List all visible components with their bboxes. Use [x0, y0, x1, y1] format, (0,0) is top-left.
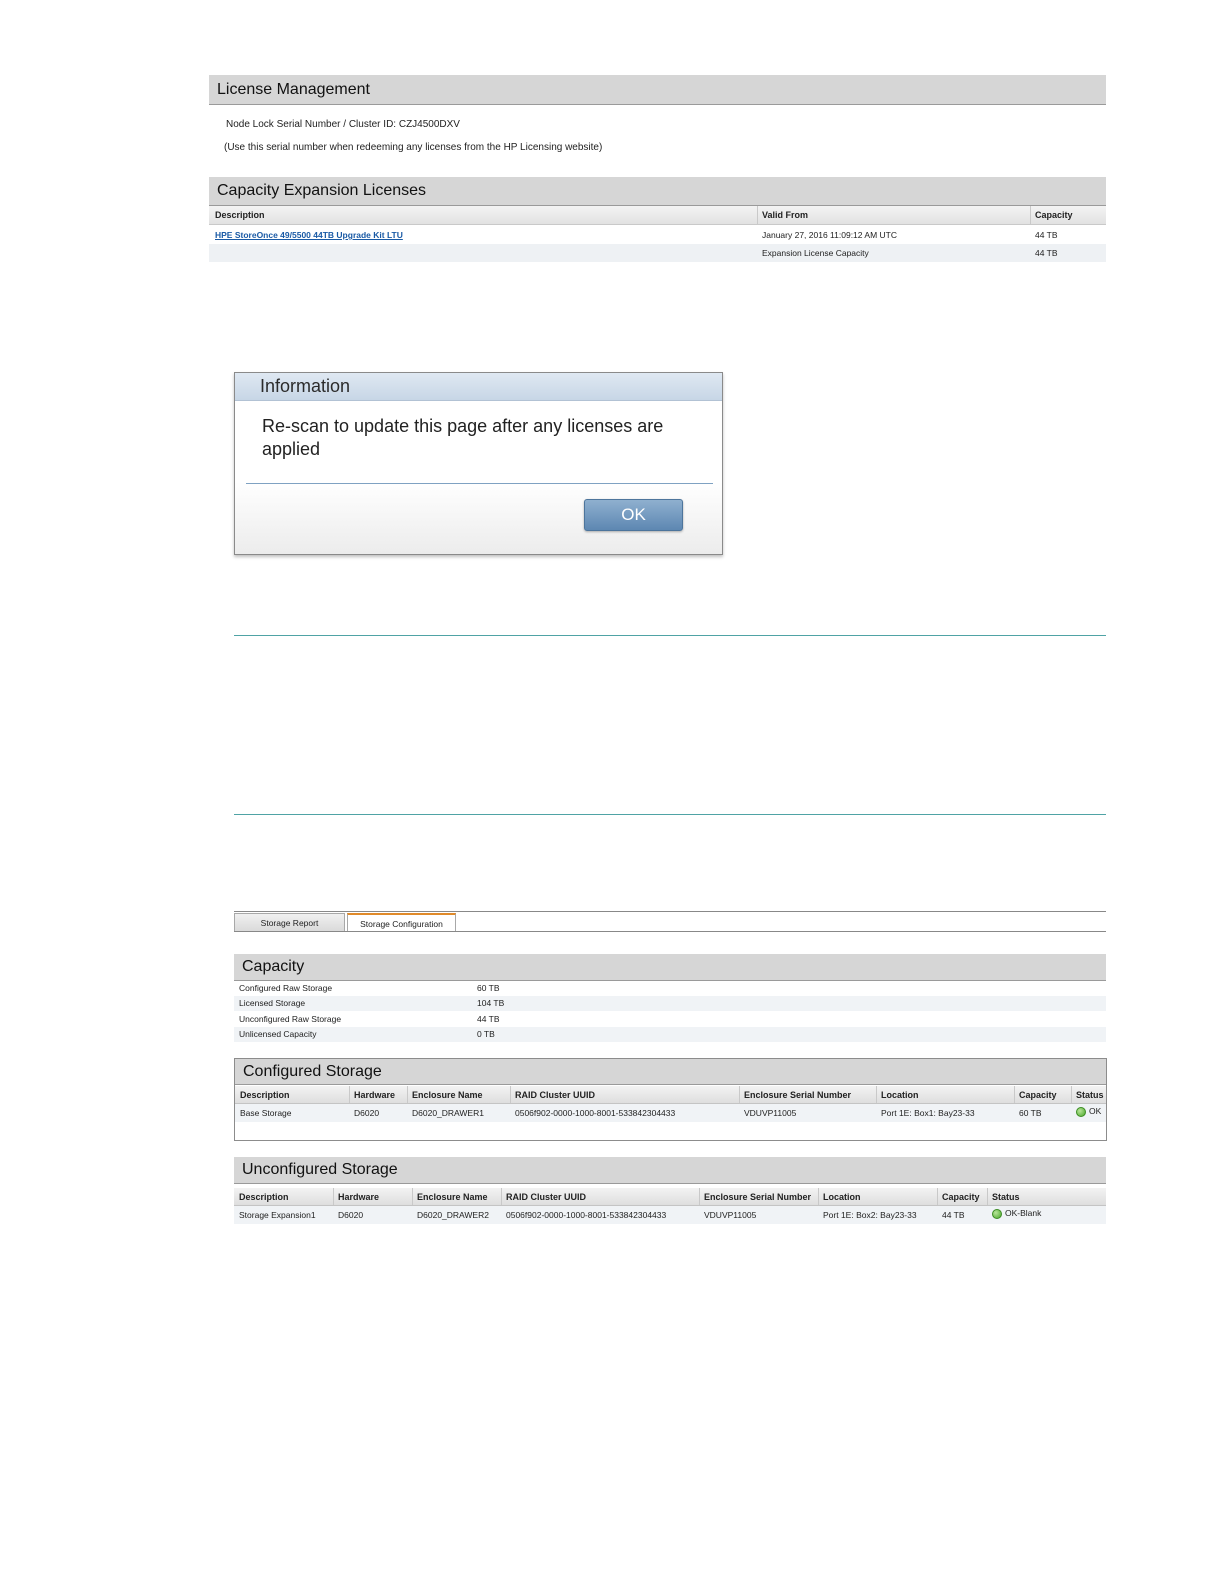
note-top-rule — [234, 635, 1106, 636]
capacity-value: 44 TB — [477, 1014, 500, 1024]
cell-hardware: D6020 — [338, 1210, 364, 1220]
col-description: Description — [240, 1090, 290, 1100]
tab-storage-report[interactable] — [234, 913, 345, 932]
col-status: Status — [992, 1192, 1020, 1202]
cell-capacity: 60 TB — [1019, 1108, 1042, 1118]
license-management-title — [209, 75, 1106, 105]
cell-status — [1076, 1106, 1101, 1117]
serial-number-line: Node Lock Serial Number / Cluster ID: CZJ4500DXV — [226, 119, 460, 130]
cell-enclosure-serial: VDUVP11005 — [704, 1210, 757, 1220]
configured-storage-title-text: Configured Storage — [243, 1062, 382, 1080]
capacity-label: Configured Raw Storage — [239, 983, 333, 993]
ok-button[interactable]: OK — [584, 499, 683, 531]
status-ok-icon — [1076, 1107, 1086, 1117]
cell-location: Port 1E: Box2: Bay23-33 — [823, 1210, 917, 1220]
capacity-value: 60 TB — [477, 983, 500, 993]
col-capacity: Capacity — [942, 1192, 980, 1202]
information-dialog — [234, 372, 723, 555]
header-valid-from: Valid From — [762, 210, 809, 220]
capacity-value: 0 TB — [477, 1029, 495, 1039]
dialog-title-text: Information — [260, 376, 351, 396]
capacity-row — [234, 996, 1106, 1011]
col-enclosure-serial: Enclosure Serial Number — [704, 1192, 812, 1202]
tab-storage-report-label: Storage Report — [260, 918, 319, 928]
col-location: Location — [823, 1192, 861, 1202]
col-hardware: Hardware — [338, 1192, 380, 1202]
note-bottom-rule — [234, 814, 1106, 815]
cell-enclosure-serial: VDUVP11005 — [744, 1108, 797, 1118]
configured-storage-header — [235, 1086, 1106, 1104]
capacity-row — [234, 1027, 1106, 1042]
col-raid-cluster-uuid: RAID Cluster UUID — [515, 1090, 596, 1100]
serial-number-note: (Use this serial number when redeeming any licenses from the HP Licensing website) — [224, 142, 603, 153]
col-hardware: Hardware — [354, 1090, 396, 1100]
expansion-capacity-label: Expansion License Capacity — [762, 248, 869, 258]
table-row[interactable] — [235, 1104, 1106, 1122]
status-text: OK-Blank — [1005, 1208, 1042, 1218]
capacity-row — [234, 981, 1106, 996]
col-location: Location — [881, 1090, 919, 1100]
col-raid-cluster-uuid: RAID Cluster UUID — [506, 1192, 587, 1202]
license-valid-from: January 27, 2016 11:09:12 AM UTC — [762, 230, 897, 240]
cell-hardware: D6020 — [354, 1108, 380, 1118]
license-management-title-text: License Management — [217, 80, 370, 98]
cell-raid-cluster-uuid: 0506f902-0000-1000-8001-533842304433 — [515, 1108, 676, 1118]
license-description-link[interactable]: HPE StoreOnce 49/5500 44TB Upgrade Kit LTU — [215, 230, 403, 240]
cell-enclosure-name: D6020_DRAWER1 — [412, 1108, 484, 1118]
cell-location: Port 1E: Box1: Bay23-33 — [881, 1108, 975, 1118]
unconfigured-storage-title — [234, 1157, 1106, 1184]
col-enclosure-serial: Enclosure Serial Number — [744, 1090, 852, 1100]
expansion-capacity-value: 44 TB — [1035, 248, 1058, 258]
capacity-title — [234, 954, 1106, 981]
col-capacity: Capacity — [1019, 1090, 1057, 1100]
tabs-top-line — [234, 911, 1106, 912]
cell-enclosure-name: D6020_DRAWER2 — [417, 1210, 489, 1220]
cell-status — [992, 1208, 1041, 1219]
cell-description: Storage Expansion1 — [239, 1210, 316, 1220]
tabs-bottom-line — [234, 931, 1106, 932]
cell-capacity: 44 TB — [942, 1210, 965, 1220]
header-description: Description — [215, 210, 265, 220]
capacity-label: Unlicensed Capacity — [239, 1029, 317, 1039]
capacity-label: Unconfigured Raw Storage — [239, 1014, 342, 1024]
dialog-title — [235, 373, 722, 401]
col-enclosure-name: Enclosure Name — [417, 1192, 488, 1202]
license-capacity: 44 TB — [1035, 230, 1058, 240]
status-text: OK — [1089, 1106, 1102, 1116]
capacity-expansion-header — [209, 206, 1106, 225]
col-enclosure-name: Enclosure Name — [412, 1090, 483, 1100]
unconfigured-storage-header — [234, 1188, 1106, 1206]
cell-raid-cluster-uuid: 0506f902-0000-1000-8001-533842304433 — [506, 1210, 667, 1220]
dialog-divider — [246, 483, 713, 484]
col-status: Status — [1076, 1090, 1104, 1100]
configured-storage-title — [235, 1059, 1106, 1085]
license-total-row — [209, 244, 1106, 262]
capacity-value: 104 TB — [477, 998, 505, 1008]
capacity-title-text: Capacity — [242, 958, 305, 975]
status-ok-icon — [992, 1209, 1002, 1219]
table-row[interactable] — [234, 1206, 1106, 1224]
dialog-message: Re-scan to update this page after any licenses are applied — [262, 416, 664, 459]
license-row — [209, 226, 1106, 244]
col-description: Description — [239, 1192, 289, 1202]
cell-description: Base Storage — [240, 1108, 292, 1118]
capacity-row — [234, 1012, 1106, 1027]
tab-storage-configuration-label: Storage Configuration — [360, 918, 443, 929]
unconfigured-storage-title-text: Unconfigured Storage — [242, 1161, 398, 1178]
capacity-expansion-title-text: Capacity Expansion Licenses — [217, 182, 427, 199]
capacity-label: Licensed Storage — [239, 998, 306, 1008]
header-capacity: Capacity — [1035, 210, 1073, 220]
capacity-expansion-title — [209, 177, 1106, 206]
tab-storage-configuration[interactable] — [347, 913, 456, 932]
